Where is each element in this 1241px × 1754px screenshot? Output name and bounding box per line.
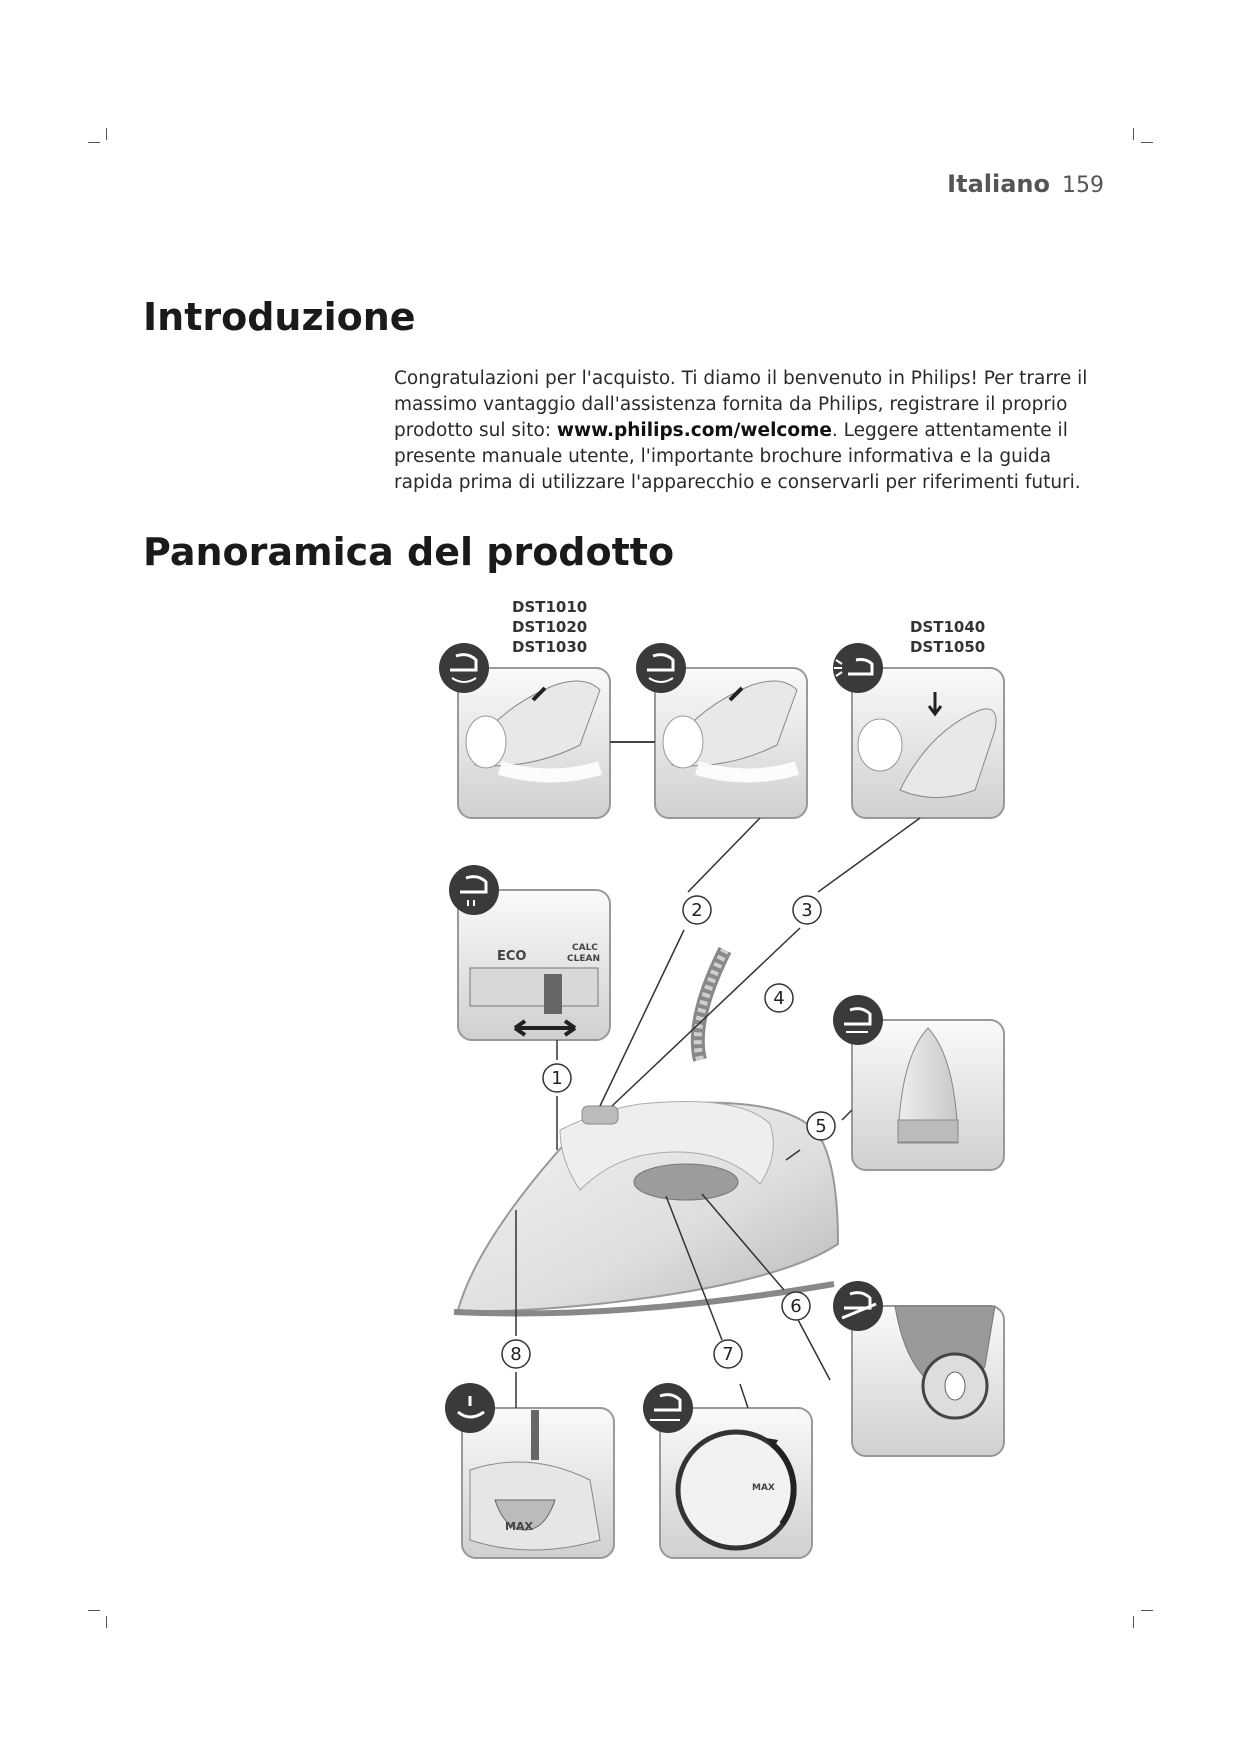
callout-1 (543, 1064, 571, 1092)
registration-link[interactable]: www.philips.com/welcome (556, 420, 832, 441)
model-label-dst1020: DST1020 (512, 618, 588, 636)
clean-label: CLEAN (567, 954, 600, 964)
panel-spray (852, 668, 1004, 818)
soleplate-icon (833, 995, 883, 1045)
max-fill-label: MAX (505, 1520, 533, 1533)
panel-calc-clean (852, 1306, 1004, 1456)
steam-slider-icon (449, 865, 499, 915)
svg-text:8: 8 (510, 1344, 522, 1365)
callout-5 (807, 1112, 835, 1140)
model-label-dst1030: DST1030 (512, 638, 588, 656)
eco-label: ECO (497, 949, 527, 964)
panel-temperature-dial (660, 1408, 812, 1558)
calc-label: CALC (572, 943, 598, 953)
svg-text:4: 4 (773, 988, 785, 1009)
callout-3 (793, 896, 821, 924)
panel-soleplate (852, 1020, 1004, 1170)
panel-steam-boost (458, 668, 610, 818)
callout-6 (782, 1292, 810, 1320)
callout-8 (502, 1340, 530, 1368)
svg-text:5: 5 (815, 1116, 827, 1137)
svg-text:7: 7 (722, 1344, 734, 1365)
model-label-dst1010: DST1010 (512, 598, 588, 616)
intro-text-end: . Leggere attentamente il presente manuale utente, l'importante brochure informativa e la guida rapida prima di utilizzare l'apparecchio e conservarli per riferimenti futuri. (394, 420, 1081, 493)
svg-text:1: 1 (551, 1068, 563, 1089)
steam-boost-icon (439, 643, 489, 693)
svg-text:6: 6 (790, 1296, 802, 1317)
callout-2 (683, 896, 711, 924)
spray-icon (833, 643, 883, 693)
model-label-dst1040: DST1040 (910, 618, 986, 636)
overview-heading: Panoramica del prodotto (143, 530, 675, 574)
water-filling-icon (445, 1383, 495, 1433)
panel-water-filling (462, 1408, 614, 1558)
panel-steam-boost-variant (655, 668, 807, 818)
page-number: 159 (1062, 173, 1104, 198)
svg-text:2: 2 (691, 900, 703, 921)
calc-clean-icon (833, 1281, 883, 1331)
callout-4 (765, 984, 793, 1012)
callout-7 (714, 1340, 742, 1368)
dial-max-label: MAX (752, 1483, 775, 1493)
temperature-dial-icon (643, 1383, 693, 1433)
introduction-heading: Introduzione (143, 295, 416, 339)
intro-text-start: Congratulazioni per l'acquisto. Ti diamo il benvenuto in Philips! Per trarre il massimo vantaggio dall'assistenza fornita da Philips, registrare il proprio prodotto sul sito: (394, 368, 1088, 441)
model-label-dst1050: DST1050 (910, 638, 986, 656)
header-language: Italiano (947, 170, 1050, 198)
steam-boost-variant-icon (636, 643, 686, 693)
svg-text:3: 3 (801, 900, 813, 921)
